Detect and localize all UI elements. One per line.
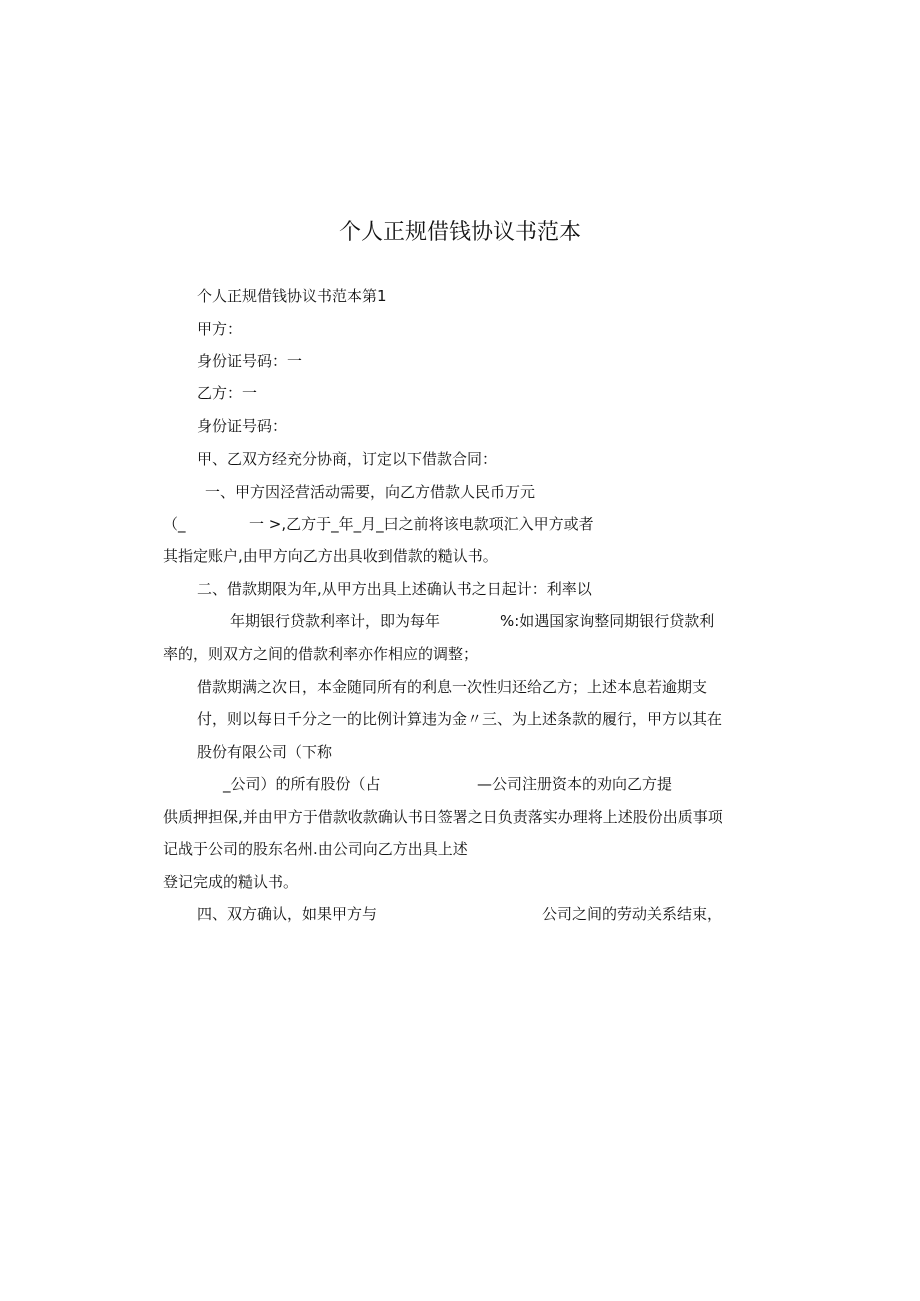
clause-3-line-5: 登记完成的糙认书。 [163, 873, 299, 891]
clause-3-line-2-end: —公司注册资本的劝向乙方提 [477, 775, 673, 793]
clause-2-line-3: 率的，则双方之间的借款利率亦作相应的调整； [163, 645, 479, 663]
clause-2-line-1: 二、借款期限为年,从甲方出具上述确认书之日起计：利率以 [197, 580, 592, 598]
clause-2-line-2-end: %:如遇国家询整同期银行贷款利 [500, 612, 715, 630]
party-b-id-label: 身份证号码： [197, 417, 288, 435]
clause-3-line-3: 供质押担保,并由甲方于借款收款确认书日签署之日负责落实办理将上述股份出质事项 [163, 808, 723, 826]
party-a-label: 甲方： [197, 320, 243, 338]
agreement-intro: 甲、乙双方经充分协商，订定以下借款合同： [197, 450, 498, 468]
document-title: 个人正规借钱协议书范本 [338, 220, 581, 245]
clause-4-line-1-end: 公司之间的劳动关系结束， [542, 905, 723, 923]
clause-4-line-1-start: 四、双方确认，如果甲方与 [197, 905, 378, 923]
clause-1-line-1: 一、甲方因泾营活动需要，向乙方借款人民币万元 [205, 483, 536, 501]
clause-2-line-2-start: 年期银行贷款利率计，即为每年 [230, 612, 441, 630]
repayment-line-2: 付，则以每日千分之一的比例计算违为金〃三、为上述条款的履行，甲方以其在 [197, 710, 723, 728]
clause-1-line-2-end: 一 >,乙方于_年_月_曰之前将该电款项汇入甲方或者 [249, 515, 594, 533]
clause-3-line-2-start: _公司）的所有股份（占 [223, 775, 381, 793]
clause-1-line-3: 其指定账户,由甲方向乙方出具收到借款的糙认书。 [163, 547, 498, 565]
repayment-line-1: 借款期满之次日，本金随同所有的利息一次性归还给乙方；上述本息若逾期支 [197, 678, 708, 696]
party-a-id-label: 身份证号码：一 [197, 352, 303, 370]
party-b-label: 乙方：一 [197, 384, 258, 402]
clause-1-line-2-start: （_ [163, 515, 186, 533]
section-heading: 个人正规借钱协议书范本第1 [197, 287, 387, 305]
clause-3-line-1: 股份有限公司（下称 [197, 743, 333, 761]
clause-3-line-4: 记战于公司的股东名州.由公司向乙方出具上述 [163, 840, 468, 858]
